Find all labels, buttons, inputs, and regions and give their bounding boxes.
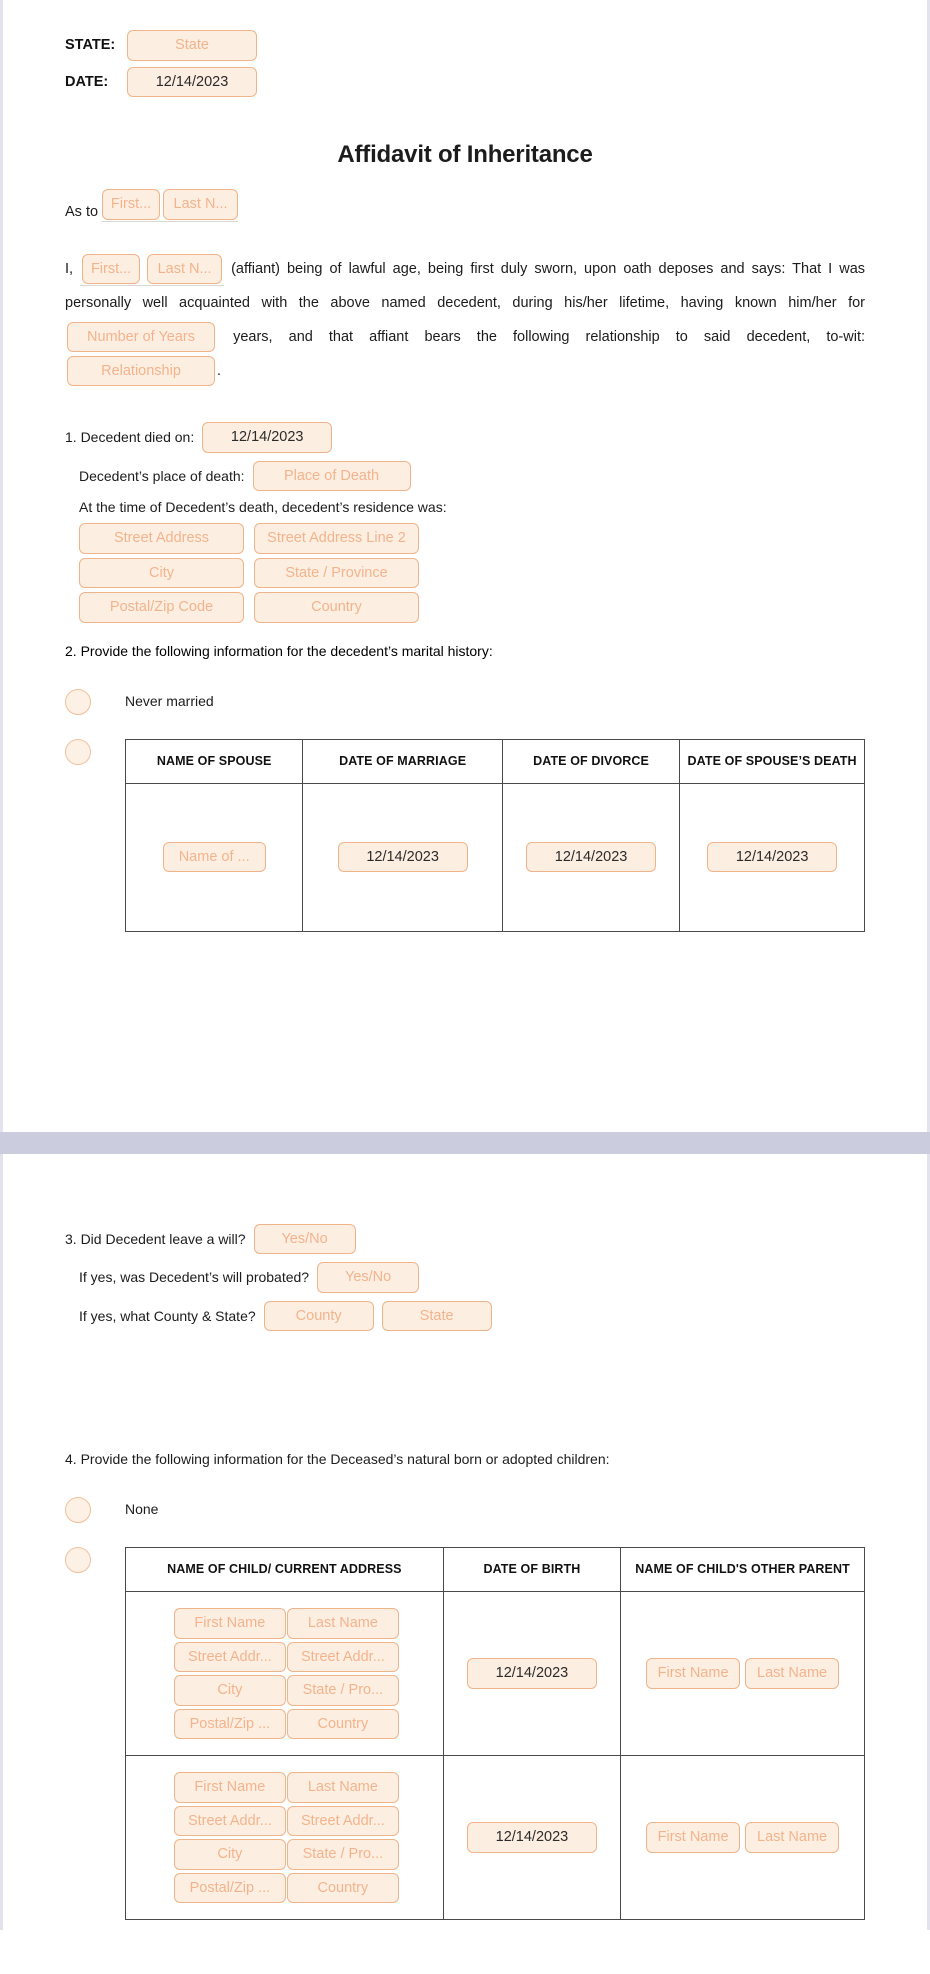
cell-other-parent: [621, 1592, 865, 1756]
col-other-parent: NAME OF CHILD'S OTHER PARENT: [621, 1548, 865, 1592]
as-to-label: As to: [65, 203, 99, 220]
will-state-input[interactable]: State: [382, 1301, 492, 1332]
affidavit-paragraph: [65, 252, 865, 389]
never-married-radio[interactable]: [65, 689, 91, 715]
page-1-spacer: [65, 932, 865, 1112]
table-row: [126, 1756, 865, 1920]
no-children-option[interactable]: [99, 1497, 865, 1523]
table-row: [126, 783, 865, 931]
child-country-input[interactable]: Country: [287, 1709, 399, 1740]
affiant-first-name-input[interactable]: First...: [82, 254, 140, 285]
residence-address-grid: [65, 523, 865, 623]
state-label: STATE:: [65, 37, 116, 54]
spouse-name-input[interactable]: Name of ...: [163, 842, 266, 873]
section-3: [65, 1224, 865, 1332]
other-parent-last-name-input[interactable]: Last Name: [745, 1658, 839, 1689]
county-state-question-label: If yes, what County & State?: [79, 1307, 256, 1324]
decedent-died-label: 1. Decedent died on:: [65, 429, 195, 446]
affiant-name-group: [80, 254, 224, 287]
child-country-input[interactable]: Country: [287, 1873, 399, 1904]
child-street-address-line-2-input[interactable]: Street Addr...: [287, 1806, 399, 1837]
marital-table-radio[interactable]: [65, 739, 91, 765]
other-parent-first-name-input[interactable]: First Name: [646, 1822, 740, 1853]
will-question-row: [65, 1224, 865, 1255]
col-date-of-marriage: DATE OF MARRIAGE: [303, 739, 503, 783]
place-of-death-input[interactable]: Place of Death: [253, 461, 411, 492]
child-city-input[interactable]: City: [174, 1839, 286, 1870]
date-row: [65, 67, 865, 98]
affiant-last-name-input[interactable]: Last N...: [147, 254, 222, 285]
marital-table-wrapper: [125, 739, 865, 932]
none-label: None: [125, 1501, 159, 1517]
cell-date-of-birth: [443, 1592, 620, 1756]
child-street-address-line-2-input[interactable]: Street Addr...: [287, 1642, 399, 1673]
child-last-name-input[interactable]: Last Name: [287, 1608, 399, 1639]
children-table: [125, 1547, 865, 1920]
cell-other-parent: [621, 1756, 865, 1920]
cell-date-divorce: [502, 783, 679, 931]
children-block: [99, 1547, 865, 1920]
col-date-of-divorce: DATE OF DIVORCE: [502, 739, 679, 783]
country-input[interactable]: Country: [254, 592, 419, 623]
place-of-death-row: [65, 461, 865, 492]
date-of-marriage-input[interactable]: 12/14/2023: [338, 842, 468, 873]
other-parent-last-name-input[interactable]: Last Name: [745, 1822, 839, 1853]
child-address-stack: [132, 1602, 437, 1745]
other-parent-group: [627, 1822, 858, 1853]
cell-date-of-birth: [443, 1756, 620, 1920]
county-state-question-row: [65, 1301, 865, 1332]
affidavit-text-3: .: [217, 363, 222, 379]
affiant-i-label: I,: [65, 260, 74, 277]
number-of-years-input[interactable]: Number of Years: [67, 322, 215, 353]
marital-history-table: [125, 739, 865, 932]
as-to-row: [65, 189, 865, 222]
col-date-of-birth: DATE OF BIRTH: [443, 1548, 620, 1592]
county-input[interactable]: County: [264, 1301, 374, 1332]
child-street-address-input[interactable]: Street Addr...: [174, 1806, 286, 1837]
child-state-province-input[interactable]: State / Pro...: [287, 1839, 399, 1870]
will-yesno-input[interactable]: Yes/No: [254, 1224, 356, 1255]
child-postal-zip-input[interactable]: Postal/Zip ...: [174, 1709, 286, 1740]
will-question-label: 3. Did Decedent leave a will?: [65, 1230, 246, 1247]
col-date-of-spouse-death: DATE OF SPOUSE’S DEATH: [680, 739, 865, 783]
child-street-address-input[interactable]: Street Addr...: [174, 1642, 286, 1673]
table-header-row: [126, 739, 865, 783]
street-address-input[interactable]: Street Address: [79, 523, 244, 554]
decedent-died-date-input[interactable]: 12/14/2023: [202, 422, 332, 453]
probated-question-label: If yes, was Decedent’s will probated?: [79, 1269, 310, 1286]
as-to-first-name-input[interactable]: First...: [102, 189, 160, 220]
as-to-name-group: [102, 189, 238, 222]
state-row: [65, 30, 865, 61]
child-date-of-birth-input[interactable]: 12/14/2023: [467, 1822, 597, 1853]
place-of-death-label: Decedent’s place of death:: [79, 467, 245, 484]
child-last-name-input[interactable]: Last Name: [287, 1772, 399, 1803]
never-married-option[interactable]: [99, 689, 865, 715]
other-parent-first-name-input[interactable]: First Name: [646, 1658, 740, 1689]
city-input[interactable]: City: [79, 558, 244, 589]
page-2: [0, 1154, 930, 1931]
date-label: DATE:: [65, 73, 109, 90]
other-parent-group: [627, 1658, 858, 1689]
affidavit-text-2: years, and that affiant bears the following relationship to said decedent, to-wit:: [233, 329, 866, 345]
child-address-stack: [132, 1766, 437, 1909]
child-postal-zip-input[interactable]: Postal/Zip ...: [174, 1873, 286, 1904]
none-radio[interactable]: [65, 1497, 91, 1523]
state-input[interactable]: State: [127, 30, 257, 61]
col-name-of-spouse: NAME OF SPOUSE: [126, 739, 303, 783]
date-of-divorce-input[interactable]: 12/14/2023: [526, 842, 656, 873]
marital-history-block: [99, 739, 865, 932]
child-state-province-input[interactable]: State / Pro...: [287, 1675, 399, 1706]
page-separator: [0, 1132, 930, 1154]
table-row: [126, 1592, 865, 1756]
children-table-radio[interactable]: [65, 1547, 91, 1573]
cell-spouse-name: [126, 783, 303, 931]
date-input[interactable]: 12/14/2023: [127, 67, 257, 98]
child-first-name-input[interactable]: First Name: [174, 1608, 286, 1639]
section-1: [65, 422, 865, 623]
state-province-input[interactable]: State / Province: [254, 558, 419, 589]
section-2-prompt: 2. Provide the following information for the decedent’s marital history:: [65, 642, 493, 659]
residence-label: At the time of Decedent’s death, decedent’s residence was:: [79, 499, 447, 515]
date-of-spouse-death-input[interactable]: 12/14/2023: [707, 842, 837, 873]
never-married-label: Never married: [125, 692, 214, 709]
cell-child-name-address: [126, 1592, 444, 1756]
cell-date-marriage: [303, 783, 503, 931]
child-city-input[interactable]: City: [174, 1675, 286, 1706]
child-date-of-birth-input[interactable]: 12/14/2023: [467, 1658, 597, 1689]
affidavit-text-1: (affiant) being of lawful age, being first duly sworn, upon oath deposes and says: That I was personally well acquainted with the above named decedent, during his/her lifetime, having known him/her for: [65, 260, 866, 311]
page-title: Affidavit of Inheritance: [337, 141, 593, 168]
table-header-row: [126, 1548, 865, 1592]
cell-date-spouse-death: [680, 783, 865, 931]
postal-zip-input[interactable]: Postal/Zip Code: [79, 592, 244, 623]
probated-question-row: [65, 1262, 865, 1293]
child-first-name-input[interactable]: First Name: [174, 1772, 286, 1803]
relationship-input[interactable]: Relationship: [67, 356, 215, 387]
probated-yesno-input[interactable]: Yes/No: [317, 1262, 419, 1293]
street-address-line-2-input[interactable]: Street Address Line 2: [254, 523, 419, 554]
as-to-last-name-input[interactable]: Last N...: [163, 189, 238, 220]
residence-row: [65, 499, 865, 515]
cell-child-name-address: [126, 1756, 444, 1920]
decedent-died-row: [65, 422, 865, 453]
section-4-prompt: 4. Provide the following information for the Deceased’s natural born or adopted children:: [65, 1451, 610, 1467]
children-table-wrapper: [125, 1547, 865, 1920]
col-name-of-child: NAME OF CHILD/ CURRENT ADDRESS: [126, 1548, 444, 1592]
